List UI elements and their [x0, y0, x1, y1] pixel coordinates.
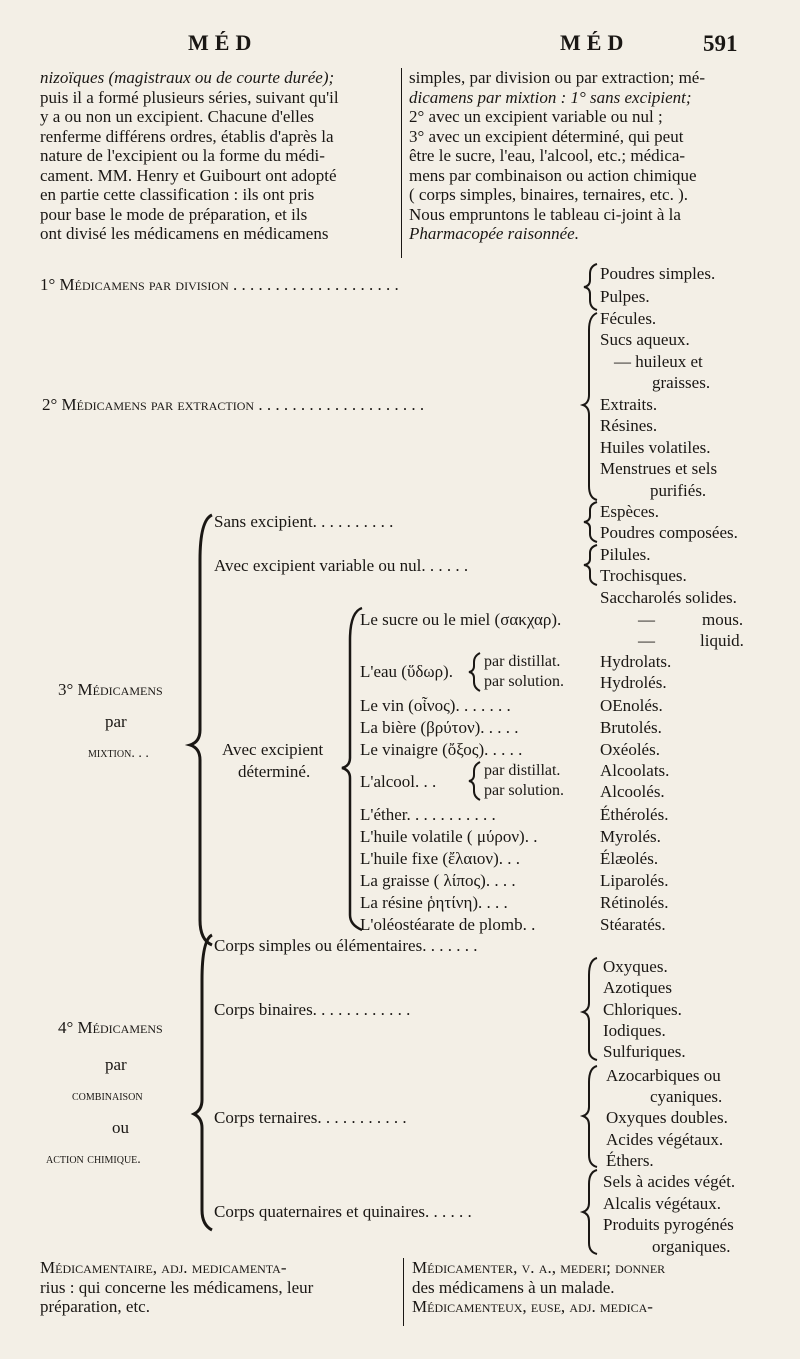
group-1-label: 1° Médicamens par division . . . . . . . . . . . . . . . . . . . .: [40, 275, 399, 294]
result-item: Azotiques: [603, 978, 672, 997]
group-4-label: ou: [112, 1118, 129, 1137]
result-item: Alcalis végétaux.: [603, 1194, 722, 1213]
result-item: Acides végétaux.: [606, 1130, 724, 1149]
text-line: 2° avec un excipient variable ou nul ;: [409, 107, 663, 126]
result-item: graisses.: [652, 373, 711, 392]
result-item: purifiés.: [650, 481, 707, 500]
result-item: Trochisques.: [600, 566, 687, 585]
result-item: Alcoolés.: [600, 782, 665, 801]
group-2-label: 2° Médicamens par extraction . . . . . . . . . . . . . . . . . . . .: [42, 395, 425, 414]
result-item: Sulfuriques.: [603, 1042, 686, 1061]
result-item: Pulpes.: [600, 287, 650, 306]
result-item: Brutolés.: [600, 718, 662, 737]
text-line: Médicamenteux, euse, adj. medica-: [412, 1297, 653, 1316]
result-item: Rétinolés.: [600, 893, 669, 912]
result-item: liquid.: [700, 631, 744, 650]
sub-label: Avec excipient variable ou nul. . . . . .: [214, 556, 469, 575]
sub-label: Avec excipient: [222, 740, 324, 759]
result-item: Saccharolés solides.: [600, 588, 737, 607]
result-item: Extraits.: [600, 395, 658, 414]
excipient-item: L'alcool. . .: [360, 772, 437, 791]
text-line: rius : qui concerne les médicamens, leur: [40, 1277, 314, 1297]
text-line: Pharmacopée raisonnée.: [409, 224, 579, 243]
page-number: 591: [703, 31, 738, 56]
sub-label: Corps simples ou élémentaires. . . . . . .: [214, 936, 478, 955]
excipient-item: Le vin (οἶνος). . . . . . .: [360, 696, 511, 715]
result-item: Menstrues et sels: [600, 459, 718, 478]
sub-label: déterminé.: [238, 762, 311, 781]
text-line: y a ou non un excipient. Chacune d'elles: [40, 107, 315, 126]
result-item: Sels à acides végét.: [603, 1172, 736, 1191]
excipient-sub: par distillat.: [484, 762, 561, 779]
text-line: des médicamens à un malade.: [412, 1277, 615, 1297]
text-line: mens par combinaison ou action chimique: [409, 165, 697, 185]
result-item: Chloriques.: [603, 1000, 682, 1019]
excipient-item: L'éther. . . . . . . . . . .: [360, 805, 496, 824]
excipient-item: L'eau (ὕδωρ).: [360, 662, 453, 681]
result-item: Fécules.: [600, 309, 657, 328]
group-3-label: mixtion. . .: [88, 746, 149, 761]
result-item: Huiles volatiles.: [600, 438, 711, 457]
group-4-label: par: [105, 1055, 127, 1074]
sub-label: Corps ternaires. . . . . . . . . . .: [214, 1108, 407, 1127]
result-item: Oxyques.: [603, 957, 668, 976]
running-head-right: MÉD: [560, 30, 630, 55]
excipient-item: Le sucre ou le miel (σακχαρ).: [360, 610, 562, 629]
group-3-label: 3° Médicamens: [58, 680, 163, 699]
result-item: Hydrolés.: [600, 673, 667, 692]
footer-right: [412, 1258, 768, 1317]
sub-label: Corps quaternaires et quinaires. . . . . .: [214, 1202, 472, 1221]
text-line: nature de l'excipient ou la forme du médi-: [40, 146, 325, 165]
result-item: mous.: [702, 610, 744, 629]
text-line: puis il a formé plusieurs séries, suivant qu'il: [40, 87, 339, 107]
result-item: Azocarbiques ou: [606, 1066, 721, 1085]
running-head-left: MÉD: [188, 30, 258, 55]
result-item: Produits pyrogénés: [603, 1215, 734, 1234]
excipient-item: Le vinaigre (ὄξος). . . . .: [360, 740, 523, 759]
result-item: Myrolés.: [600, 827, 661, 846]
excipient-item: La résine ῥητίνη). . . .: [360, 893, 508, 912]
group-4-label: action chimique.: [46, 1152, 141, 1167]
result-item: organiques.: [652, 1237, 731, 1256]
text-line: Médicamentaire, adj. medicamenta-: [40, 1258, 287, 1277]
text-line: Médicamenter, v. a., mederi; donner: [412, 1258, 666, 1277]
excipient-sub: par solution.: [484, 673, 564, 690]
result-item: Liparolés.: [600, 871, 669, 890]
result-item: Éthers.: [606, 1151, 654, 1170]
excipient-item: L'huile volatile ( μύρον). .: [360, 827, 538, 846]
result-item: — huileux et: [614, 352, 703, 371]
text-line: pour base le mode de préparation, et ils: [40, 204, 308, 224]
result-item: —: [638, 610, 655, 629]
result-item: Poudres simples.: [600, 264, 716, 283]
result-item: Oxyques doubles.: [606, 1108, 728, 1127]
result-item: Résines.: [600, 416, 658, 435]
text-line: dicamens par mixtion : 1° sans excipient;: [409, 87, 692, 107]
group-3-label: par: [105, 712, 127, 731]
excipient-item: L'oléostéarate de plomb. .: [360, 915, 536, 934]
result-item: cyaniques.: [650, 1087, 723, 1106]
text-line: Nous empruntons le tableau ci-joint à la: [409, 204, 681, 224]
text-line: ont divisé les médicamens en médicamens: [40, 224, 329, 243]
text-line: ( corps simples, binaires, ternaires, etc. ).: [409, 185, 688, 204]
sub-label: Sans excipient. . . . . . . . . .: [214, 512, 394, 531]
result-item: OEnolés.: [600, 696, 663, 715]
result-item: Poudres composées.: [600, 523, 738, 542]
result-item: Alcoolats.: [600, 761, 670, 780]
result-item: Pilules.: [600, 545, 651, 564]
footer-left: [40, 1258, 396, 1317]
group-4-label: combinaison: [72, 1089, 143, 1104]
column-rule: [403, 1258, 404, 1326]
excipient-item: L'huile fixe (ἔλαιον). . .: [360, 849, 520, 868]
excipient-sub: par distillat.: [484, 653, 561, 670]
result-item: —: [638, 631, 655, 650]
result-item: Oxéolés.: [600, 740, 660, 759]
text-line: préparation, etc.: [40, 1297, 150, 1316]
text-line: cament. MM. Henry et Guibourt ont adopté: [40, 165, 337, 185]
text-line: nizoïques (magistraux ou de courte durée);: [40, 68, 335, 87]
result-item: Éthérolés.: [600, 805, 669, 824]
excipient-item: La graisse ( λίπος). . . .: [360, 871, 516, 890]
sub-label: Corps binaires. . . . . . . . . . . .: [214, 1000, 411, 1019]
group-4-label: 4° Médicamens: [58, 1018, 163, 1037]
result-item: Sucs aqueux.: [600, 330, 690, 349]
text-line: être le sucre, l'eau, l'alcool, etc.; médica-: [409, 146, 686, 165]
text-line: simples, par division ou par extraction; mé-: [409, 68, 706, 87]
result-item: Iodiques.: [603, 1021, 666, 1040]
result-item: Espèces.: [600, 502, 660, 521]
text-line: en partie cette classification : ils ont pris: [40, 185, 315, 204]
result-item: Élæolés.: [600, 849, 659, 868]
result-item: Stéaratés.: [600, 915, 666, 934]
text-line: renferme différens ordres, établis d'après la: [40, 126, 334, 146]
text-line: 3° avec un excipient déterminé, qui peut: [409, 126, 684, 146]
excipient-sub: par solution.: [484, 782, 564, 799]
result-item: Hydrolats.: [600, 652, 672, 671]
excipient-item: La bière (βρύτον). . . . .: [360, 718, 519, 737]
